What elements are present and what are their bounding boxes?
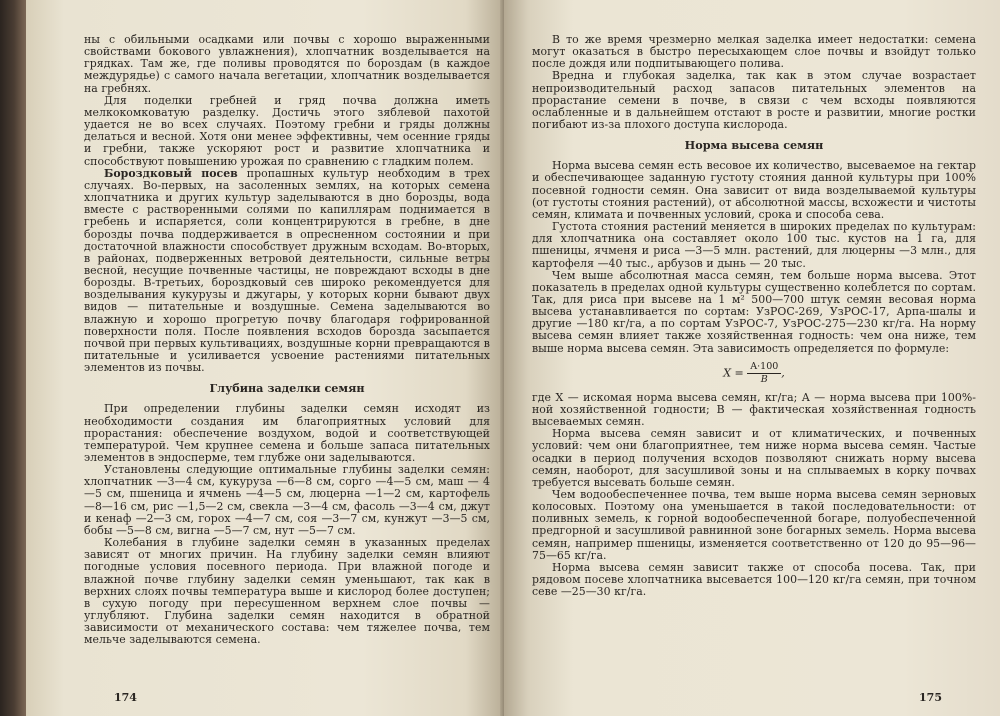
- paragraph: Густота стояния растений меняется в широких пределах по культурам: для хлопчатника она составляет около 100 тыс. кустов на 1 га, для пшеницы, ячменя и риса —3—5 млн. растений, для люцерны —3 млн., для картофеля —40 тыс., арбузов и дынь — 20 тыс.: [532, 220, 976, 270]
- formula-numerator: A·100: [747, 361, 781, 374]
- right-page-text: [532, 34, 976, 598]
- paragraph-furrow-sowing: [84, 168, 490, 375]
- formula-denominator: B: [760, 373, 768, 385]
- paragraph: Норма высева семян зависит также от способа посева. Так, при рядовом посеве хлопчатника высевается 100—120 кг/га семян, при точном севе —25—30 кг/га.: [532, 560, 976, 599]
- paragraph: При определении глубины заделки семян исходят из необходимости создания им благоприятных условий для прорастания: обеспечение воздухом, водой и соответствующей температурой. Чем крупнее семена и больше запаса питательных элементов в эндосперме, тем глубже они заделываются.: [84, 402, 490, 464]
- paragraph-body: пропашных культур необходим в трех случаях. Во-первых, на засоленных землях, на которых семена хлопчатника и других культур заделываются в дно борозды, вода вместе с растворенными солями по капиллярам поднимается в гребень и испаряется, соли концентрируются в гребне, в дне борозды почва поддерживается в опресненном состоянии и при достаточной влажности способствует дружным всходам. Во-вторых, в районах, подверженных ветровой деятельности, сильные ветры весной, несущие почвенные частицы, не повреждают всходы в дне борозды. В-третьих, бороздковый сев широко рекомендуется для возделывания кукурузы и джугары, у которых корни бывают двух видов — питательные и воздушные. Семена заделываются во влажную и хорошо прогретую почву благодаря гофрированной поверхности поля. После появления всходов борозда засыпается почвой при первых культивациях, воздушные корни превращаются в питательные и усиливается усвоение растениями питательных элементов из почвы.: [84, 166, 490, 375]
- paragraph: Колебания в глубине заделки семян в указанных пределах зависят от многих причин. На глубину заделки семян влияют погодные условия посевного периода. При влажной погоде и влажной почве глубину заделки семян уменьшают, так как в верхних слоях почвы температура выше и кислород более доступен; в сухую погоду при пересушенном верхнем слое почвы — углубляют. Глубина заделки семян находится в обратной зависимости от механического состава: чем тяжелее почва, тем мельче заделываются семена.: [84, 536, 490, 647]
- paragraph: В то же время чрезмерно мелкая заделка имеет недостатки: семена могут оказаться в быстро пересыхающем слое почвы и взойдут только после дождя или подпитывающего полива.: [532, 33, 976, 71]
- formula: [532, 361, 976, 386]
- paragraph: ны с обильными осадками или почвы с хорошо выраженными свойствами бокового увлажнения), хлопчатник возделывается на грядках. Там же, где поливы проводятся по бороздам (в каждое междурядье) с самого начала вегетации, хлопчатник возделывается на гребнях.: [84, 33, 490, 95]
- paragraph: где X — искомая норма высева семян, кг/га; A — норма высева при 100%-ной хозяйственной годности; B — фактическая хозяйственная годность высеваемых семян.: [532, 390, 976, 429]
- right-page: [504, 0, 1000, 716]
- paragraph-lead-term: Бороздковый посев: [104, 166, 238, 180]
- page-number: 175: [919, 691, 942, 704]
- page-number: 174: [114, 691, 137, 704]
- paragraph: Вредна и глубокая заделка, так как в этом случае возрастает непроизводительный расход запасов питательных элементов на прорастание семени в почве, в связи с чем всходы появляются ослабленные и в дальнейшем отстают в росте и развитии, многие ростки погибают из-за плохого доступа кислорода.: [532, 69, 976, 132]
- section-heading-seeding-rate: Норма высева семян: [684, 138, 824, 153]
- paragraph: Установлены следующие оптимальные глубины заделки семян: хлопчатник —3—4 см, кукуруза —6—8 см, сорго —4—5 см, маш — 4—5 см, пшеница и ячмень —4—5 см, люцерна —1—2 см, картофель —8—16 см, рис —1,5—2 см, свекла —3—4 см, фасоль —3—4 см, джут и кенаф —2—3 см, горох —4—7 см, соя —3—7 см, кунжут —3—5 см, бобы —5—8 см, вигна —5—7 см, нут —5—7 см.: [84, 463, 490, 537]
- paragraph: Чем выше абсолютная масса семян, тем больше норма высева. Этот показатель в пределах одной культуры существенно колеблется по сортам. Так, для риса при высеве на 1 м² 500—700 штук семян весовая норма высева устанавливается по сортам: УзРОС-269, УзРОС-17, Арпа-шалы и другие —180 кг/га, а по сортам УзРОС-7, УзРОС-275—230 кг/га. На норму высева семян влияет также хозяйственная годность: чем она ниже, тем выше норма высева семян. Эта зависимость определяется по формуле:: [532, 268, 976, 355]
- formula-lhs: X =: [723, 366, 744, 380]
- formula-tail: ,: [781, 366, 785, 380]
- paragraph: Норма высева семян зависит и от климатических, и почвенных условий: чем они благоприятнее, тем ниже норма высева семян. Частые осадки в период получения всходов позволяют снижать норму высева семян, наоборот, для засушливой зоны и на сплываемых в корку почвах требуется высевать больше семян.: [532, 427, 976, 489]
- paragraph: Норма высева семян есть весовое их количество, высеваемое на гектар и обеспечивающее заданную густоту стояния данной культуры при 100% посевной годности семян. Она зависит от вида возделываемой культуры (от густоты стояния растений), от абсолютной массы, всхожести и чистоты семян, климата и почвенных условий, срока и способа сева.: [532, 159, 976, 221]
- left-page-text: [84, 34, 490, 647]
- left-page: [26, 0, 504, 716]
- paragraph: Чем водообеспеченнее почва, тем выше норма высева семян зерновых колосовых. Поэтому она уменьшается в такой последовательности: от поливных земель, к горной водообеспеченной богаре, полуобеспеченной предгорной и засушливой равнинной зоне богарных земель. Норма высева семян, например пшеницы, изменяется соответственно от 120 до 95—96—75—65 кг/га.: [532, 488, 976, 562]
- paragraph: Для поделки гребней и гряд почва должна иметь мелкокомковатую разделку. Достичь этого зяблевой пахотой удается не во всех случаях. Поэтому гребни и гряды должны делаться и весной. Хотя они менее эффективны, чем осенние гряды и гребни, также ускоряют рост и развитие хлопчатника и способствуют повышению урожая по сравнению с гладким полем.: [84, 93, 490, 168]
- section-heading-seeding-depth: Глубина заделки семян: [209, 381, 365, 396]
- formula-fraction: [747, 361, 781, 386]
